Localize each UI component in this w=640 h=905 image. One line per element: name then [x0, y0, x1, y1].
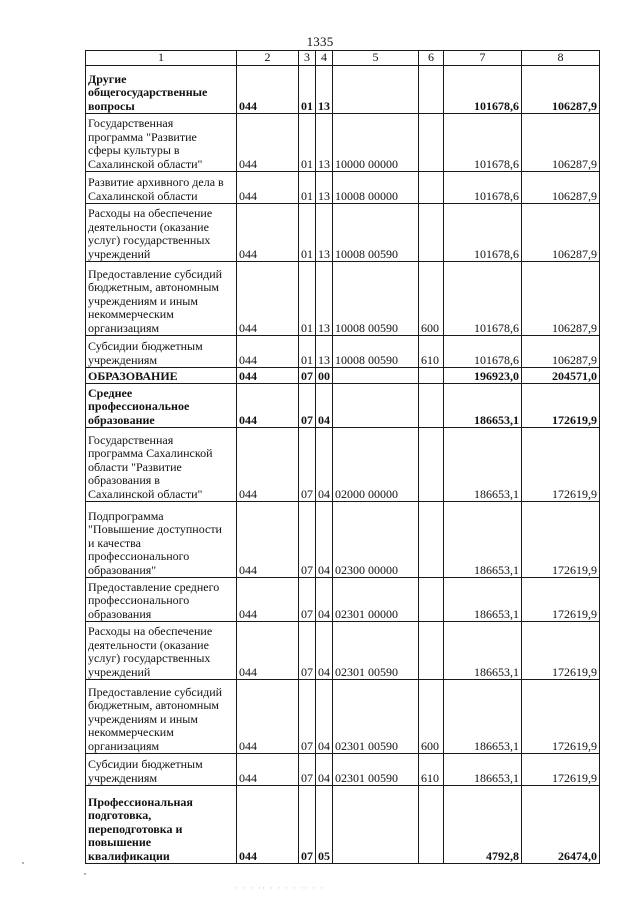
table-row — [86, 680, 600, 754]
row-target-item-cell: 10008 00000 — [333, 172, 419, 204]
row-admin-code-cell: 044 — [237, 204, 299, 262]
row-name-cell: Государственная программа Сахалинской области "Развитие образования в Сахалинской области" — [86, 428, 237, 502]
row-subsection-cell: 04 — [316, 428, 333, 502]
row-section-cell: 07 — [299, 754, 316, 786]
row-amount-year2-cell: 106287,9 — [522, 262, 600, 336]
row-subsection-cell: 04 — [316, 578, 333, 622]
row-section-cell: 01 — [299, 204, 316, 262]
row-expense-type-cell — [419, 172, 444, 204]
row-expense-type-cell — [419, 502, 444, 578]
row-target-item-cell: 02301 00590 — [333, 622, 419, 680]
row-admin-code-cell: 044 — [237, 754, 299, 786]
row-amount-year1-cell: 186653,1 — [444, 578, 522, 622]
row-expense-type-cell — [419, 204, 444, 262]
row-amount-year1-cell: 186653,1 — [444, 502, 522, 578]
row-amount-year2-cell: 172619,9 — [522, 754, 600, 786]
header-col-8: 8 — [522, 51, 600, 66]
row-expense-type-cell — [419, 786, 444, 864]
row-target-item-cell — [333, 786, 419, 864]
table-row — [86, 114, 600, 172]
row-subsection-cell: 13 — [316, 262, 333, 336]
row-section-cell: 07 — [299, 622, 316, 680]
row-amount-year1-cell: 101678,6 — [444, 172, 522, 204]
row-amount-year2-cell: 106287,9 — [522, 204, 600, 262]
row-name-cell: Подпрограмма "Повышение доступности и качества профессионального образования" — [86, 502, 237, 578]
row-subsection-cell: 13 — [316, 336, 333, 368]
header-col-7: 7 — [444, 51, 522, 66]
row-section-cell: 01 — [299, 114, 316, 172]
row-admin-code-cell: 044 — [237, 172, 299, 204]
header-col-5: 5 — [333, 51, 419, 66]
row-section-cell: 07 — [299, 786, 316, 864]
row-target-item-cell: 02301 00000 — [333, 578, 419, 622]
scan-dot — [84, 873, 86, 875]
row-name-cell: Расходы на обеспечение деятельности (оказание услуг) государственных учреждений — [86, 204, 237, 262]
row-admin-code-cell: 044 — [237, 502, 299, 578]
row-expense-type-cell — [419, 66, 444, 114]
row-section-cell: 01 — [299, 172, 316, 204]
table-body — [86, 66, 600, 864]
row-name-cell: Другие общегосударственные вопросы — [86, 66, 237, 114]
row-amount-year2-cell: 172619,9 — [522, 384, 600, 428]
row-admin-code-cell: 044 — [237, 578, 299, 622]
row-target-item-cell: 02300 00000 — [333, 502, 419, 578]
row-amount-year1-cell: 101678,6 — [444, 204, 522, 262]
row-admin-code-cell: 044 — [237, 66, 299, 114]
row-subsection-cell: 05 — [316, 786, 333, 864]
table-row — [86, 172, 600, 204]
row-amount-year1-cell: 4792,8 — [444, 786, 522, 864]
header-col-4: 4 — [316, 51, 333, 66]
table-row — [86, 754, 600, 786]
table-row — [86, 66, 600, 114]
row-admin-code-cell: 044 — [237, 428, 299, 502]
row-section-cell: 07 — [299, 428, 316, 502]
row-admin-code-cell: 044 — [237, 368, 299, 384]
row-admin-code-cell: 044 — [237, 114, 299, 172]
row-expense-type-cell — [419, 384, 444, 428]
row-name-cell: Субсидии бюджетным учреждениям — [86, 336, 237, 368]
table-row — [86, 502, 600, 578]
row-admin-code-cell: 044 — [237, 336, 299, 368]
table-row — [86, 204, 600, 262]
header-col-3: 3 — [299, 51, 316, 66]
page-number: 1335 — [306, 34, 334, 49]
row-amount-year1-cell: 101678,6 — [444, 114, 522, 172]
scan-artifact: · · · ·· · · · · ·· · · — [235, 884, 324, 894]
row-amount-year2-cell: 172619,9 — [522, 622, 600, 680]
row-target-item-cell: 10008 00590 — [333, 336, 419, 368]
row-admin-code-cell: 044 — [237, 786, 299, 864]
row-expense-type-cell — [419, 578, 444, 622]
row-subsection-cell: 04 — [316, 754, 333, 786]
row-amount-year2-cell: 172619,9 — [522, 680, 600, 754]
row-expense-type-cell — [419, 114, 444, 172]
row-amount-year1-cell: 101678,6 — [444, 336, 522, 368]
row-amount-year2-cell: 172619,9 — [522, 428, 600, 502]
row-amount-year2-cell: 172619,9 — [522, 502, 600, 578]
row-admin-code-cell: 044 — [237, 622, 299, 680]
row-target-item-cell — [333, 66, 419, 114]
table-row — [86, 262, 600, 336]
row-subsection-cell: 04 — [316, 384, 333, 428]
table-row — [86, 384, 600, 428]
row-amount-year2-cell: 106287,9 — [522, 336, 600, 368]
row-target-item-cell: 10000 00000 — [333, 114, 419, 172]
row-subsection-cell: 13 — [316, 204, 333, 262]
row-amount-year1-cell: 101678,6 — [444, 262, 522, 336]
row-subsection-cell: 04 — [316, 502, 333, 578]
row-name-cell: Субсидии бюджетным учреждениям — [86, 754, 237, 786]
row-amount-year1-cell: 186653,1 — [444, 428, 522, 502]
row-name-cell: Предоставление субсидий бюджетным, автономным учреждениям и иным некоммерческим организациям — [86, 262, 237, 336]
row-subsection-cell: 13 — [316, 114, 333, 172]
row-name-cell: ОБРАЗОВАНИЕ — [86, 368, 237, 384]
table-row — [86, 428, 600, 502]
row-expense-type-cell: 600 — [419, 262, 444, 336]
row-name-cell: Среднее профессиональное образование — [86, 384, 237, 428]
table-row — [86, 336, 600, 368]
row-name-cell: Расходы на обеспечение деятельности (оказание услуг) государственных учреждений — [86, 622, 237, 680]
table-row — [86, 786, 600, 864]
row-expense-type-cell: 610 — [419, 754, 444, 786]
row-target-item-cell: 10008 00590 — [333, 204, 419, 262]
row-amount-year1-cell: 101678,6 — [444, 66, 522, 114]
row-target-item-cell: 10008 00590 — [333, 262, 419, 336]
row-subsection-cell: 00 — [316, 368, 333, 384]
budget-table — [85, 50, 600, 864]
row-name-cell: Предоставление среднего профессионального образования — [86, 578, 237, 622]
row-target-item-cell — [333, 368, 419, 384]
row-admin-code-cell: 044 — [237, 262, 299, 336]
row-amount-year2-cell: 106287,9 — [522, 66, 600, 114]
row-amount-year2-cell: 26474,0 — [522, 786, 600, 864]
row-amount-year1-cell: 186653,1 — [444, 384, 522, 428]
row-expense-type-cell: 600 — [419, 680, 444, 754]
row-amount-year1-cell: 196923,0 — [444, 368, 522, 384]
row-subsection-cell: 13 — [316, 66, 333, 114]
row-target-item-cell: 02301 00590 — [333, 754, 419, 786]
table-row — [86, 622, 600, 680]
row-section-cell: 07 — [299, 502, 316, 578]
row-name-cell: Развитие архивного дела в Сахалинской области — [86, 172, 237, 204]
row-target-item-cell: 02301 00590 — [333, 680, 419, 754]
row-expense-type-cell — [419, 428, 444, 502]
row-name-cell: Государственная программа "Развитие сферы культуры в Сахалинской области" — [86, 114, 237, 172]
row-subsection-cell: 04 — [316, 622, 333, 680]
row-amount-year2-cell: 106287,9 — [522, 172, 600, 204]
row-name-cell: Профессиональная подготовка, переподготовка и повышение квалификации — [86, 786, 237, 864]
table-row — [86, 368, 600, 384]
header-col-1: 1 — [86, 51, 237, 66]
row-name-cell: Предоставление субсидий бюджетным, автономным учреждениям и иным некоммерческим организациям — [86, 680, 237, 754]
row-amount-year1-cell: 186653,1 — [444, 754, 522, 786]
header-col-6: 6 — [419, 51, 444, 66]
row-expense-type-cell: 610 — [419, 336, 444, 368]
row-amount-year1-cell: 186653,1 — [444, 680, 522, 754]
row-subsection-cell: 04 — [316, 680, 333, 754]
row-section-cell: 01 — [299, 66, 316, 114]
row-target-item-cell: 02000 00000 — [333, 428, 419, 502]
header-row — [86, 51, 600, 66]
row-admin-code-cell: 044 — [237, 680, 299, 754]
row-admin-code-cell: 044 — [237, 384, 299, 428]
row-subsection-cell: 13 — [316, 172, 333, 204]
row-amount-year2-cell: 204571,0 — [522, 368, 600, 384]
row-expense-type-cell — [419, 622, 444, 680]
row-section-cell: 01 — [299, 336, 316, 368]
row-expense-type-cell — [419, 368, 444, 384]
row-target-item-cell — [333, 384, 419, 428]
header-col-2: 2 — [237, 51, 299, 66]
table-row — [86, 578, 600, 622]
row-section-cell: 07 — [299, 368, 316, 384]
row-amount-year2-cell: 106287,9 — [522, 114, 600, 172]
row-amount-year2-cell: 172619,9 — [522, 578, 600, 622]
row-section-cell: 07 — [299, 384, 316, 428]
row-section-cell: 01 — [299, 262, 316, 336]
row-section-cell: 07 — [299, 680, 316, 754]
row-amount-year1-cell: 186653,1 — [444, 622, 522, 680]
scan-dot — [22, 862, 24, 864]
row-section-cell: 07 — [299, 578, 316, 622]
